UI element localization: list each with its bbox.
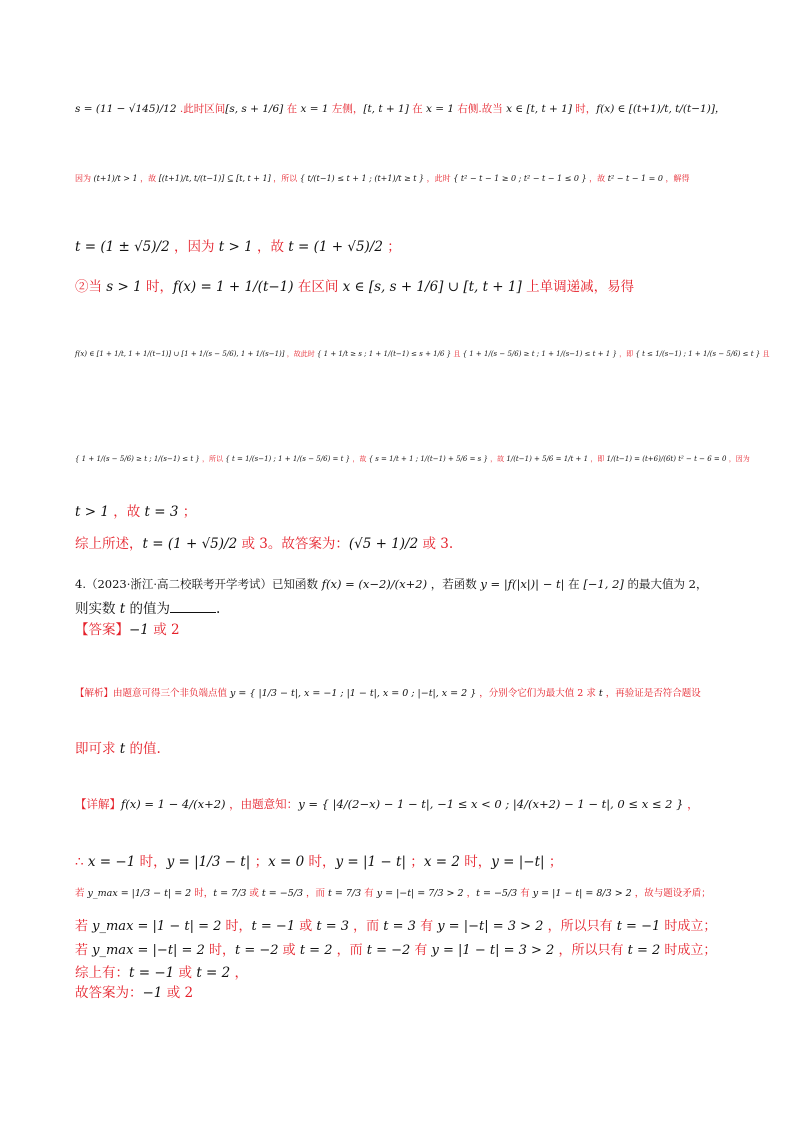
math-expression: y = |1 − t| <box>335 854 407 870</box>
math-expression: y = |−t| = 3 > 2 <box>437 919 544 934</box>
text-segment: 时， <box>135 854 167 870</box>
text-segment: 右侧.故当 <box>454 103 507 115</box>
math-expression: t = 7/3 <box>213 888 247 899</box>
math-expression: s = (11 − √145)/12 <box>75 103 177 115</box>
text-segment: 或 <box>295 919 317 934</box>
text-segment: 或 <box>246 888 262 899</box>
text-segment: 【解析】由题意可得三个非负端点值 <box>75 688 231 699</box>
text-segment: 有 <box>517 888 533 899</box>
text-line-l13 <box>75 740 725 758</box>
text-segment: 若 <box>75 888 88 899</box>
text-line-l18 <box>75 942 725 960</box>
text-segment: ； <box>382 239 401 255</box>
math-expression: y = |−t| <box>491 854 545 870</box>
text-segment: ，而 <box>332 943 367 958</box>
math-expression: f(x) = 1 + 1/(t−1) <box>173 279 294 295</box>
text-line-l11 <box>75 621 725 639</box>
text-segment: ，故 <box>137 174 159 183</box>
text-segment: 时， <box>221 919 252 934</box>
math-expression: t = −2 <box>235 943 279 958</box>
text-segment: ，故与题设矛盾； <box>631 888 711 899</box>
text-segment: 的值. <box>125 741 161 757</box>
math-expression: y_max = |1 − t| = 2 <box>92 919 222 934</box>
text-segment: ，即 <box>616 350 636 358</box>
math-expression: t = 3 <box>144 504 179 520</box>
text-segment: 的最大值为 2， <box>623 577 708 591</box>
math-expression: { 1 + 1/t ≥ s ; 1 + 1/(t−1) ≤ s + 1/6 } <box>316 350 452 358</box>
text-segment: 时， <box>459 854 492 870</box>
math-expression: t = −5/3 <box>261 888 303 899</box>
math-expression: t = −1 <box>129 965 175 981</box>
math-expression: (√5 + 1)/2 <box>348 536 419 552</box>
text-segment: ； <box>178 504 197 520</box>
text-segment: 或 <box>278 943 300 958</box>
math-expression: t = 2 <box>299 943 333 958</box>
math-expression: [t, t + 1] <box>363 103 409 115</box>
text-segment: 时成立； <box>660 943 717 958</box>
math-expression: y = |−t| = 7/3 > 2 <box>376 888 464 899</box>
text-line-l15 <box>75 853 725 871</box>
math-expression: t > 1 <box>218 239 253 255</box>
math-expression: x = 1 <box>426 103 455 115</box>
text-segment: 左侧， <box>328 103 364 115</box>
math-expression: t = (1 + √5)/2 <box>142 536 238 552</box>
text-line-l10 <box>75 600 725 618</box>
text-segment: 则实数 <box>75 601 120 617</box>
text-segment: 在 <box>408 103 427 115</box>
text-segment: 若 <box>75 943 93 958</box>
text-segment: 有 <box>361 888 377 899</box>
math-expression: f(x) ∈ [(t+1)/t, t/(t−1)]， <box>596 103 726 115</box>
text-segment: 【答案】 <box>75 622 129 638</box>
math-expression: t² − t − 1 = 0 <box>607 174 663 183</box>
text-line-l6 <box>75 450 750 468</box>
text-segment: ，分别令它们为最大值 2 求 <box>476 688 599 699</box>
text-line-l14 <box>75 795 725 813</box>
text-segment: 或 2 <box>148 622 180 638</box>
text-segment: ， <box>230 965 249 981</box>
math-expression: f(x) = (x−2)/(x+2) <box>321 577 428 591</box>
text-segment: 在 <box>564 577 584 591</box>
math-expression: x = 0 <box>268 854 305 870</box>
math-expression: t = 2 <box>627 943 661 958</box>
text-segment: 或 2 <box>162 985 194 1001</box>
text-line-l16 <box>75 885 725 903</box>
text-segment: ，而 <box>349 919 384 934</box>
math-expression: t = 3 <box>316 919 350 934</box>
text-segment: 综上有： <box>75 965 129 981</box>
text-line-l19 <box>75 964 725 982</box>
text-segment: 且 <box>760 350 770 358</box>
text-segment: 或 <box>174 965 197 981</box>
math-expression: x ∈ [s, s + 1/6] ∪ [t, t + 1] <box>342 279 522 295</box>
text-segment: 因为 <box>75 174 94 183</box>
math-expression: y = |1 − t| = 8/3 > 2 <box>532 888 632 899</box>
math-expression: t = 3 <box>383 919 416 934</box>
math-expression: y = { |1/3 − t|, x = −1 ; |1 − t|, x = 0 ; |−t|, x = 2 } <box>230 688 477 699</box>
text-segment: ，所以只有 <box>543 919 617 934</box>
math-expression: y = |1/3 − t| <box>166 854 251 870</box>
math-expression: t <box>119 741 126 757</box>
math-expression: { t ≤ 1/(s−1) ; 1 + 1/(s − 5/6) ≤ t } <box>635 350 761 358</box>
math-expression: t² − t − 6 = 0 <box>678 455 727 463</box>
math-expression: f(x) = 1 − 4/(x+2) <box>121 797 226 811</box>
math-expression: −1 <box>142 985 163 1001</box>
text-segment: 且 <box>451 350 463 358</box>
text-segment: 4.（2023·浙江·高二校联考开学考试）已知函数 <box>75 577 322 591</box>
math-expression: x = 1 <box>300 103 329 115</box>
text-segment: ，由题意知： <box>225 797 299 811</box>
math-expression: y = { |4/(2−x) − 1 − t|, −1 ≤ x < 0 ; |4/(x+2) − 1 − t|, 0 ≤ x ≤ 2 } <box>298 797 684 811</box>
text-segment: ，故 <box>487 455 507 463</box>
text-segment: ，所以只有 <box>554 943 628 958</box>
math-expression: y_max = |1/3 − t| = 2 <box>87 888 192 899</box>
text-segment: 时， <box>304 854 336 870</box>
math-expression: t = 2 <box>196 965 231 981</box>
text-segment: ，故此时 <box>284 350 317 358</box>
math-expression: t = −5/3 <box>476 888 518 899</box>
math-expression: 1/(t−1) = (t+6)/(6t) <box>606 455 676 463</box>
math-expression: [−1, 2] <box>583 577 624 591</box>
text-segment: 在 <box>283 103 301 115</box>
text-segment: .此时区间 <box>176 103 226 115</box>
text-segment: . <box>216 601 221 617</box>
math-expression: y = |1 − t| = 3 > 2 <box>431 943 555 958</box>
math-expression: y_max = |−t| = 2 <box>92 943 205 958</box>
math-expression: f(x) ∈ [1 + 1/t, 1 + 1/(t−1)] ∪ [1 + 1/(s − 5/6), 1 + 1/(s−1)] <box>75 350 285 358</box>
math-expression: (t+1)/t > 1 <box>93 174 138 183</box>
math-expression: t <box>598 688 603 699</box>
text-line-l3 <box>75 238 725 256</box>
math-expression: t = 7/3 <box>328 888 362 899</box>
text-segment: 有 <box>415 919 438 934</box>
text-segment: 时成立； <box>660 919 717 934</box>
text-segment: ，因为 <box>726 455 750 463</box>
text-line-l9 <box>75 575 725 593</box>
text-segment: 故答案为： <box>75 985 143 1001</box>
text-segment: ，故 <box>108 504 145 520</box>
text-segment: 即可求 <box>75 741 120 757</box>
text-segment: ； <box>544 854 563 870</box>
text-segment: 或 3. <box>418 536 454 552</box>
text-segment: ∴ <box>75 854 88 870</box>
math-expression: { t/(t−1) ≤ t + 1 ; (t+1)/t ≥ t } <box>299 174 425 183</box>
text-segment: ，所以 <box>199 455 226 463</box>
text-segment: ， <box>683 797 699 811</box>
math-expression: { t² − t − 1 ≥ 0 ; t² − t − 1 ≤ 0 } <box>453 174 587 183</box>
text-segment: ，故 <box>252 239 289 255</box>
text-segment: ， <box>463 888 477 899</box>
math-expression: { 1 + 1/(s − 5/6) ≥ t ; 1/(s−1) ≤ t } <box>75 455 200 463</box>
text-segment: 上单调递减，易得 <box>521 279 635 295</box>
math-expression: { 1 + 1/(s − 5/6) ≥ t ; 1 + 1/(s−1) ≤ t + 1 } <box>462 350 617 358</box>
math-expression: t = (1 ± √5)/2 <box>75 239 170 255</box>
text-segment: 【详解】 <box>75 797 121 811</box>
text-segment: ； <box>250 854 269 870</box>
math-expression: t > 1 <box>75 504 109 520</box>
text-line-l4 <box>75 278 725 296</box>
text-line-l17 <box>75 918 725 936</box>
text-line-l8 <box>75 535 725 553</box>
text-line-l5 <box>75 345 770 363</box>
math-expression: { t = 1/(s−1) ; 1 + 1/(s − 5/6) = t } <box>225 455 351 463</box>
text-segment: 时， <box>191 888 214 899</box>
text-segment: 有 <box>410 943 432 958</box>
text-line-l1 <box>75 100 725 118</box>
math-expression: [(t+1)/t, t/(t−1)] ⊆ [t, t + 1] <box>158 174 271 183</box>
text-segment: ，即 <box>588 455 607 463</box>
text-segment: 综上所述， <box>75 536 143 552</box>
text-line-l12 <box>75 685 725 703</box>
math-expression: −1 <box>129 622 149 638</box>
text-segment: ，因为 <box>169 239 219 255</box>
math-expression: t = −1 <box>616 919 661 934</box>
text-segment: 时， <box>204 943 235 958</box>
text-segment: 在区间 <box>293 279 343 295</box>
math-expression: t = (1 + √5)/2 <box>288 239 383 255</box>
text-segment: 的值为 <box>125 601 171 617</box>
text-segment: ，故 <box>350 455 369 463</box>
text-line-l20 <box>75 984 725 1002</box>
text-line-l7 <box>75 503 725 521</box>
text-segment: ； <box>406 854 424 870</box>
text-segment: ，此时 <box>424 174 454 183</box>
text-segment: 时， <box>571 103 597 115</box>
math-expression: x ∈ [t, t + 1] <box>506 103 572 115</box>
math-expression: x = −1 <box>87 854 136 870</box>
math-expression: { s = 1/t + 1 ; 1/(t−1) + 5/6 = s } <box>368 455 488 463</box>
math-expression: t = −2 <box>366 943 411 958</box>
text-segment: ，而 <box>303 888 329 899</box>
text-line-l2 <box>75 170 725 188</box>
math-expression: y = |f(|x|)| − t| <box>480 577 565 591</box>
math-expression: t = −1 <box>251 919 296 934</box>
math-expression: t <box>119 601 126 617</box>
text-segment: ，故 <box>586 174 608 183</box>
math-expression: 1/(t−1) + 5/6 = 1/t + 1 <box>506 455 589 463</box>
math-expression: x = 2 <box>423 854 460 870</box>
text-segment: ，解得 <box>662 174 690 183</box>
text-segment: ，若函数 <box>427 577 481 591</box>
math-expression: s > 1 <box>106 279 142 295</box>
text-segment: 或 3。故答案为： <box>237 536 349 552</box>
text-segment: ，所以 <box>270 174 300 183</box>
answer-blank <box>170 600 216 613</box>
text-segment: 时， <box>141 279 174 295</box>
math-expression: [s, s + 1/6] <box>225 103 284 115</box>
text-segment: ，再验证是否符合题设 <box>602 688 701 699</box>
text-segment: ②当 <box>75 279 107 295</box>
text-segment: 若 <box>75 919 93 934</box>
